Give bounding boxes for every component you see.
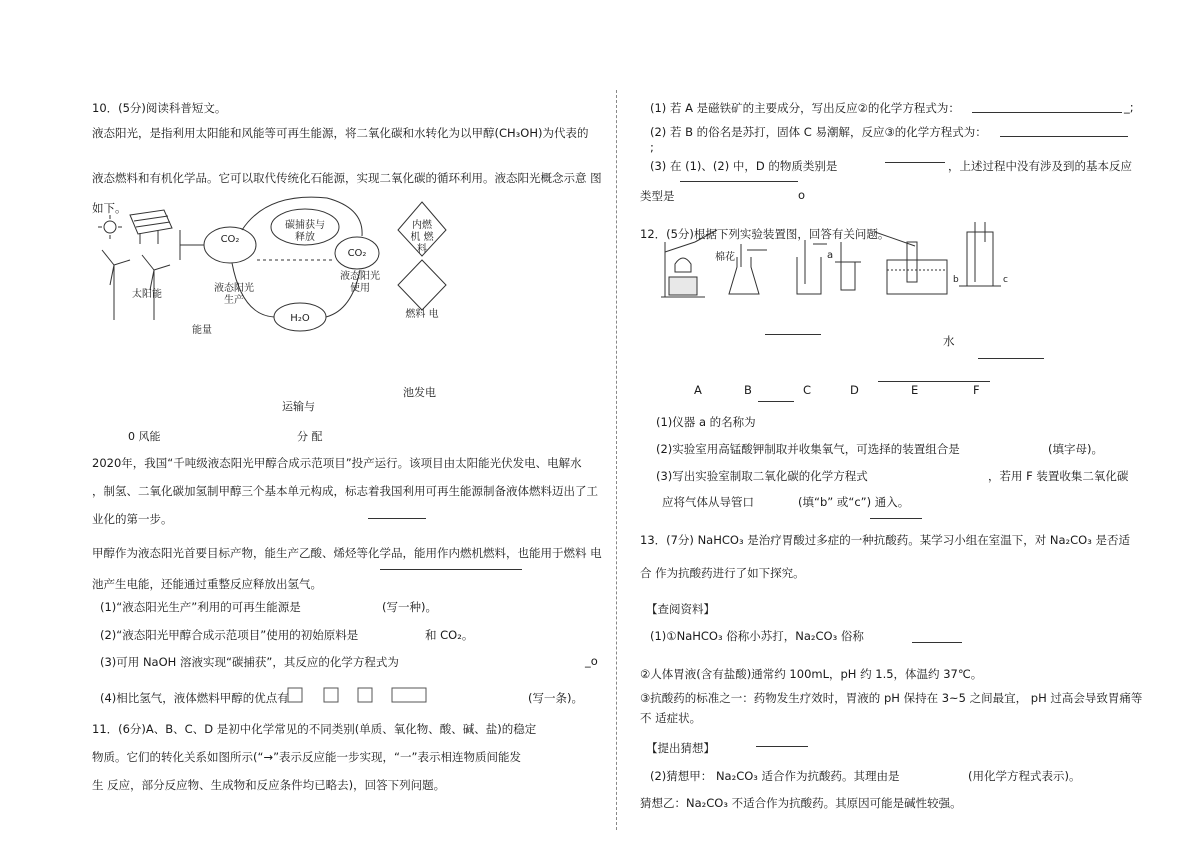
q12-sub-3-line2: 应将气体从导管口 [662, 495, 754, 509]
column-divider [616, 90, 617, 830]
apparatus-label-b: B [744, 383, 752, 397]
wind-turbine-icon [102, 250, 130, 320]
co2-right-label: CO₂ [347, 248, 367, 259]
apparatus-e-icon [875, 232, 947, 294]
engine-label: 内燃机 燃料 [410, 220, 434, 255]
q12-sub-3-tail: ，若用 F 装置收集二氧化碳 [988, 469, 1129, 483]
capture-label: 碳捕获与释放 [285, 220, 325, 243]
q10-paragraph-line: 甲醇作为液态阳光首要目标产物，能生产乙酸、烯烃等化学品，能用作内燃机燃料，也能用于燃料 电 [92, 546, 602, 560]
blank-line [885, 162, 945, 163]
q10-paragraph-line: 业化的第一步。 [92, 512, 173, 526]
usage-label: 液态阳光使用 [340, 271, 380, 294]
blank-line [758, 401, 794, 402]
blank-line [978, 358, 1044, 359]
sun-icon [104, 221, 116, 233]
lab-apparatus-diagram [655, 212, 1015, 302]
q12-sub-3: (3)写出实验室制取二氧化碳的化学方程式 [656, 469, 868, 483]
co2-left-node [204, 227, 256, 263]
q10-subquestion-1: (1)“液态阳光生产”利用的可再生能源是 [100, 600, 301, 614]
q11-sub-3-line2: 类型是 [640, 189, 675, 203]
fuel-cell-diamond [398, 260, 446, 310]
info-item-3: ③抗酸药的标准之一：药物发生疗效时，胃液的 pH 保持在 3~5 之间最宜， pH 过高会导致胃痛等 [640, 691, 1143, 705]
q11-text-line: 11．(6分)A、B、C、D 是初中化学常见的不同类别(单质、氧化物、酸、碱、盐)的稳定 [92, 722, 537, 736]
q11-sub-2: (2) 若 B 的俗名是苏打，固体 C 易潮解，反应③的化学方程式为： [650, 125, 987, 139]
blank-line [912, 642, 962, 643]
apparatus-label-f: F [973, 383, 980, 397]
q10-paragraph-line: 液态阳光，是指利用太阳能和风能等可再生能源，将二氧化碳和水转化为以甲醇(CH₃OH)为代表的 [92, 126, 589, 140]
info-item-1: (1)①NaHCO₃ 俗称小苏打，Na₂CO₃ 俗称 [650, 629, 864, 643]
q12-sub-3-line2-tail: (填“b” 或“c”) 通入。 [798, 495, 910, 509]
apparatus-c-icon [797, 240, 827, 294]
q11-sub-1: (1) 若 A 是磁铁矿的主要成分，写出反应②的化学方程式为： [650, 101, 960, 115]
q10-subquestion-4: (4)相比氢气，液体燃料甲醇的优点有 [100, 691, 289, 705]
q10-paragraph-line: 如下。 [92, 201, 127, 215]
guess-item-1-tail: (用化学方程式表示)。 [968, 769, 1081, 783]
q10-subquestion-2-tail: 和 CO₂。 [425, 628, 474, 642]
solar-label: 太阳能 [132, 289, 162, 300]
q10-subquestion-3-tail: _o [585, 654, 598, 668]
apparatus-f-icon [959, 222, 1001, 286]
q12-sub-2-tail: (填字母)。 [1048, 442, 1103, 456]
q10-paragraph-line: 2020年，我国“千吨级液态阳光甲醇合成示范项目”投产运行。该项目由太阳能光伏发电、电解水 [92, 456, 582, 470]
blank-line [368, 518, 426, 519]
diagram-wind-energy-label: 0 风能 [128, 430, 161, 443]
h2o-label: H₂O [290, 313, 310, 324]
q11-text-line: 生 反应，部分反应物、生成物和反应条件均已略去)，回答下列问题。 [92, 778, 446, 792]
q12-header: 12．(5分)根据下列实验装置图，回答有关问题。 [640, 227, 890, 241]
apparatus-label-c: C [803, 383, 812, 397]
apparatus-label-a: A [694, 383, 702, 397]
q10-paragraph-line: ，制氢、二氧化碳加氢制甲醇三个基本单元构成，标志着我国利用可再生能源制备液体燃料迈出了工 [92, 484, 598, 498]
water-label: 水 [943, 334, 955, 348]
diagram-distribute-label: 分 配 [297, 430, 323, 443]
q11-sub-3-tail: o [798, 188, 806, 202]
blank-line [380, 569, 522, 570]
q12-sub-2: (2)实验室用高锰酸钾制取并收集氧气，可选择的装置组合是 [656, 442, 960, 456]
guess-header: 【提出猜想】 [646, 741, 715, 755]
q11-sub-1-tail: _; [1124, 100, 1134, 114]
q11-text-line: 物质。它们的转化关系如图所示(“→”表示反应能一步实现，“一”表示相连物质间能发 [92, 750, 521, 764]
fuel-cell-label: 燃料 电 [405, 309, 439, 320]
q13-text-line: 合 作为抗酸药进行了如下探究。 [640, 566, 805, 580]
blank-line [1000, 136, 1128, 137]
guess-item-2: 猜想乙：Na₂CO₃ 不适合作为抗酸药。其原因可能是碱性较强。 [640, 796, 962, 810]
apparatus-label-e: E [911, 383, 919, 397]
blank-line [680, 181, 798, 182]
answer-boxes [288, 686, 438, 706]
q11-sub-2-tail: ; [650, 140, 654, 154]
liquid-sunshine-diagram [92, 190, 452, 340]
apparatus-d-icon [835, 242, 861, 290]
q11-sub-3: (3) 在 (1)、(2) 中，D 的物质类别是 [650, 159, 838, 173]
solar-panel-icon [130, 210, 172, 234]
blank-line [870, 518, 922, 519]
info-header: 【查阅资料】 [646, 602, 715, 616]
q13-text-line: 13．(7分) NaHCO₃ 是治疗胃酸过多症的一种抗酸药。某学习小组在室温下，对 Na₂CO₃ 是否适 [640, 533, 1130, 547]
blank-line [972, 112, 1122, 113]
label-a: a [827, 250, 834, 261]
production-label: 液态阳光生产 [214, 283, 254, 306]
info-item-2: ②人体胃液(含有盐酸)通常约 100mL，pH 约 1.5，体温约 37℃。 [640, 667, 983, 681]
guess-item-1: (2)猜想甲： Na₂CO₃ 适合作为抗酸药。其理由是 [650, 769, 900, 783]
q10-subquestion-2: (2)“液态阳光甲醇合成示范项目”使用的初始原料是 [100, 628, 359, 642]
label-b: b [953, 275, 959, 285]
blank-line [878, 381, 990, 382]
cotton-label: 棉花 [715, 252, 735, 263]
blank-line [765, 334, 821, 335]
info-item-3-continued: 不 适症状。 [640, 711, 702, 725]
q10-paragraph-line: 液态燃料和有机化学品。它可以取代传统化石能源，实现二氧化碳的循环利用。液态阳光概念示意 图 [92, 171, 602, 185]
apparatus-label-d: D [850, 383, 859, 397]
blank-line [756, 746, 808, 747]
diagram-transport-label: 运输与 [282, 400, 315, 413]
wind-turbine-icon [142, 255, 170, 320]
co2-left-label: CO₂ [220, 234, 240, 245]
q11-sub-3-mid: ，上述过程中没有涉及到的基本反应 [948, 159, 1132, 173]
q12-sub-1: (1)仪器 a 的名称为 [656, 415, 756, 429]
apparatus-a-icon [661, 230, 717, 297]
energy-label: 能量 [192, 325, 212, 336]
diagram-fuelcell-continued: 池发电 [403, 386, 436, 399]
q10-subquestion-3: (3)可用 NaOH 溶液实现“碳捕获”，其反应的化学方程式为 [100, 655, 399, 669]
q10-paragraph-line: 池产生电能，还能通过重整反应释放出氢气。 [92, 577, 322, 591]
q10-header: 10．(5分)阅读科普短文。 [92, 101, 227, 115]
q10-subquestion-4-tail: (写一条)。 [528, 691, 583, 705]
label-c: c [1003, 275, 1008, 285]
q10-subquestion-1-tail: (写一种)。 [382, 600, 437, 614]
